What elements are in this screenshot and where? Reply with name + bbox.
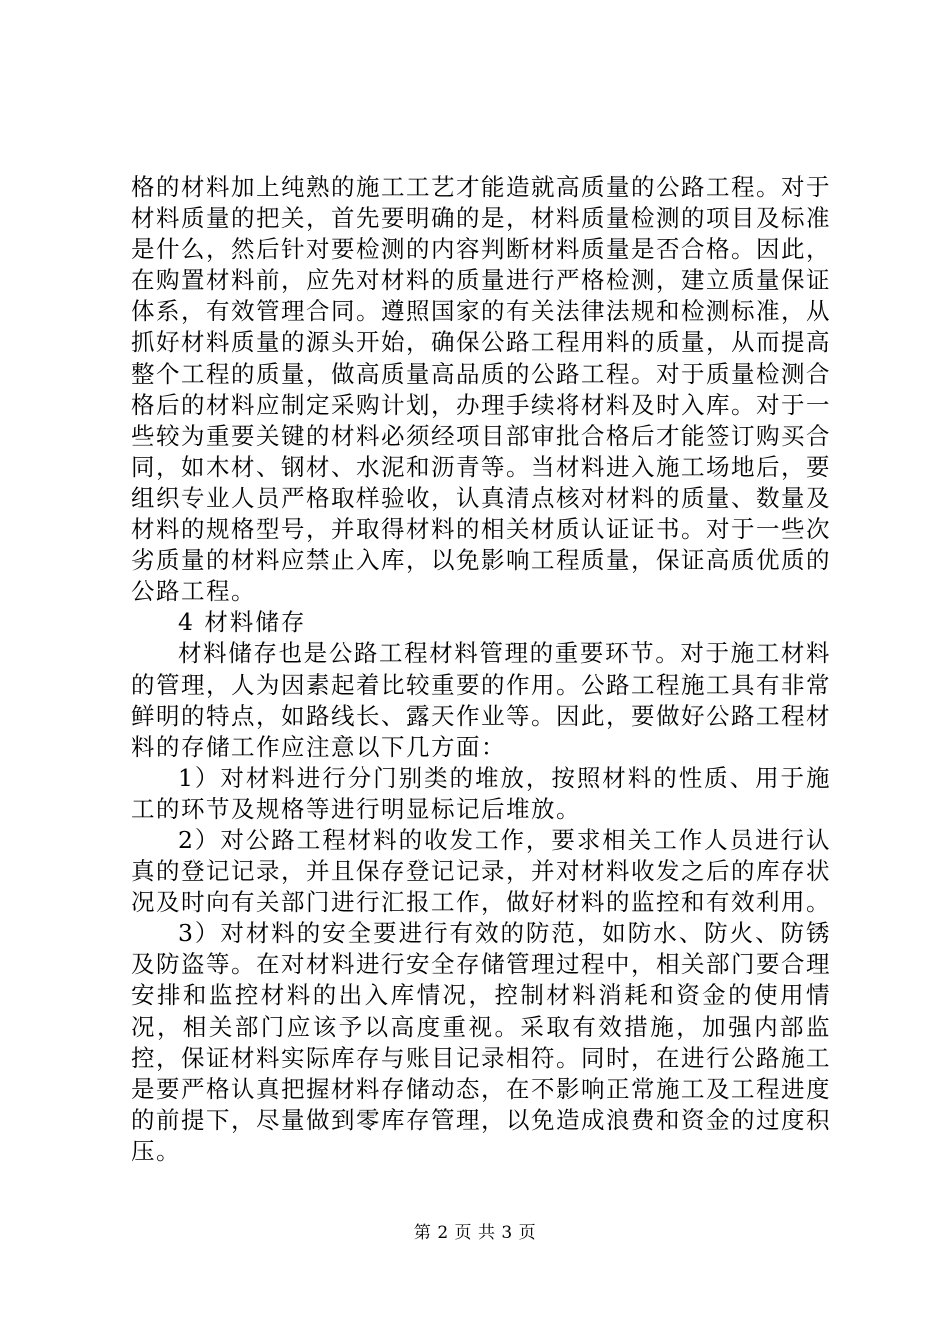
page-number-label: 第 2 页 共 3 页	[413, 1223, 537, 1243]
paragraph-storage-item-2: 2）对公路工程材料的收发工作，要求相关工作人员进行认真的登记记录，并且保存登记记录，并对材料收发之后的库存状况及时向有关部门进行汇报工作，做好材料的监控和有效利用。	[131, 825, 831, 917]
document-body	[131, 172, 831, 1167]
section-heading-material-storage: 4 材料储存	[178, 608, 307, 637]
page-footer	[0, 1218, 950, 1243]
paragraph-storage-intro: 材料储存也是公路工程材料管理的重要环节。对于施工材料的管理，人为因素起着比较重要的作用。公路工程施工具有非常鲜明的特点，如路线长、露天作业等。因此，要做好公路工程材料的存储工作应注意以下几方面：	[131, 639, 831, 761]
paragraph-storage-item-1: 1）对材料进行分门别类的堆放，按照材料的性质、用于施工的环节及规格等进行明显标记后堆放。	[131, 763, 831, 823]
paragraph-storage-item-3: 3）对材料的安全要进行有效的防范，如防水、防火、防锈及防盗等。在对材料进行安全存储管理过程中，相关部门要合理安排和监控材料的出入库情况，控制材料消耗和资金的使用情况，相关部门应该予以高度重视。采取有效措施，加强内部监控，保证材料实际库存与账目记录相符。同时，在进行公路施工是要严格认真把握材料存储动态，在不影响正常施工及工程进度的前提下，尽量做到零库存管理，以免造成浪费和资金的过度积压。	[131, 919, 831, 1165]
paragraph-material-quality: 格的材料加上纯熟的施工工艺才能造就高质量的公路工程。对于材料质量的把关，首先要明确的是，材料质量检测的项目及标准是什么，然后针对要检测的内容判断材料质量是否合格。因此，在购置材料前，应先对材料的质量进行严格检测，建立质量保证体系，有效管理合同。遵照国家的有关法律法规和检测标准，从抓好材料质量的源头开始，确保公路工程用料的质量，从而提高整个工程的质量，做高质量高品质的公路工程。对于质量检测合格后的材料应制定采购计划，办理手续将材料及时入库。对于一些较为重要关键的材料必须经项目部审批合格后才能签订购买合同，如木材、钢材、水泥和沥青等。当材料进入施工场地后，要组织专业人员严格取样验收，认真清点核对材料的质量、数量及材料的规格型号，并取得材料的相关材质认证证书。对于一些次劣质量的材料应禁止入库，以免影响工程质量，保证高质优质的公路工程。	[131, 173, 831, 606]
